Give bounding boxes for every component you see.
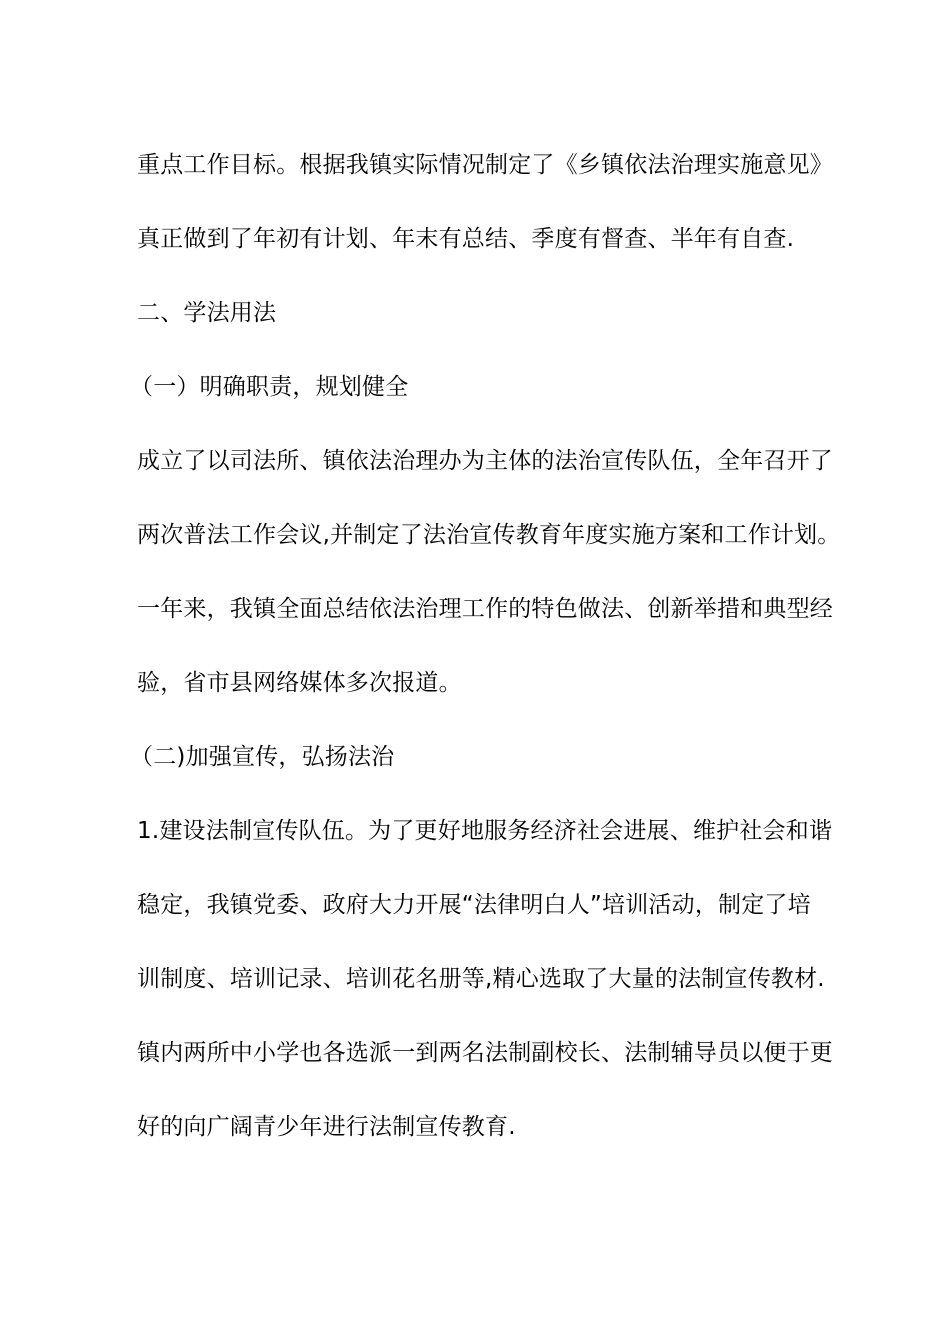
section-heading: 二、学法用法	[137, 300, 277, 326]
paragraph-line: 好的向广阔青少年进行法制宣传教育.	[137, 1114, 516, 1140]
paragraph-line: 一年来，我镇全面总结依法治理工作的特色做法、创新举措和典型经	[137, 596, 833, 622]
paragraph-line: 重点工作目标。根据我镇实际情况制定了《乡镇依法治理实施意见》	[137, 152, 833, 178]
subsection-heading: （二)加强宣传，弘扬法治	[130, 744, 395, 770]
paragraph-line: 验，省市县网络媒体多次报道。	[137, 670, 462, 696]
paragraph-line: 真正做到了年初有计划、年末有总结、季度有督查、半年有自查.	[137, 226, 795, 252]
paragraph-line: 两次普法工作会议,并制定了法治宣传教育年度实施方案和工作计划。	[137, 522, 841, 548]
paragraph-line: 镇内两所中小学也各选派一到两名法制副校长、法制辅导员以便于更	[137, 1040, 833, 1066]
paragraph-line: 训制度、培训记录、培训花名册等,精心选取了大量的法制宣传教材.	[137, 966, 825, 992]
paragraph-line: 稳定，我镇党委、政府大力开展“法律明白人”培训活动，制定了培	[137, 892, 811, 918]
paragraph-line: 成立了以司法所、镇依法治理办为主体的法治宣传队伍，全年召开了	[137, 448, 833, 474]
paragraph-line: 1.建设法制宣传队伍。为了更好地服务经济社会进展、维护社会和谐	[137, 818, 833, 844]
subsection-heading: （一）明确职责，规划健全	[130, 374, 409, 400]
